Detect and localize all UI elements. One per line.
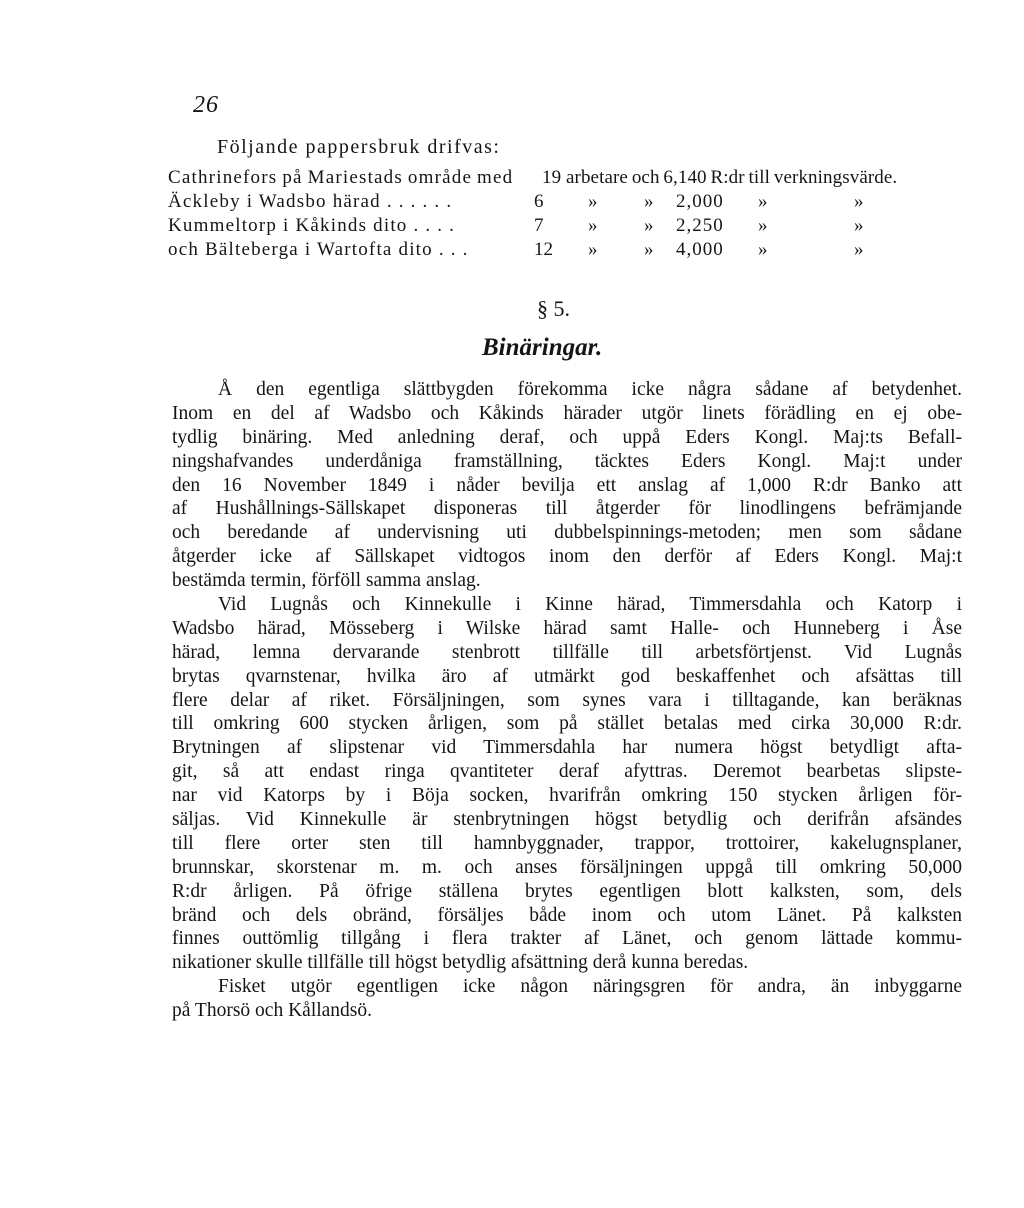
ditto-mark: »: [644, 191, 654, 212]
table-row: [168, 238, 868, 262]
ditto-mark: »: [854, 215, 864, 236]
text-line: åtgerder icke af Sällskapet vidtogos inom den derför af Eders Kongl. Maj:t: [172, 546, 962, 568]
ditto-mark: »: [758, 239, 768, 260]
mill-workers: 7: [534, 215, 544, 236]
text-line: den 16 November 1849 i nåder bevilja ett anslag af 1,000 R:dr Banko att: [172, 474, 962, 496]
text-line: på Thorsö och Kållandsö.: [172, 1000, 373, 1022]
text-line: till omkring 600 stycken årligen, som på stället betalas med cirka 30,000 R:dr.: [172, 713, 962, 735]
intro-heading: Följande pappersbruk drifvas:: [217, 136, 501, 158]
paper-mills-table: [168, 166, 898, 262]
text-line: säljas. Vid Kinnekulle är stenbrytningen högst betydlig och derifrån afsändes: [172, 809, 962, 831]
text-line: Inom en del af Wadsbo och Kåkinds härader utgör linets förädling en ej obe-: [172, 402, 962, 424]
ditto-mark: »: [758, 215, 768, 236]
text-line: git, så att endast ringa qvantiteter deraf afyttras. Deremot bearbetas slipste-: [172, 761, 962, 783]
text-line: Brytningen af slipstenar vid Timmersdahla har numera högst betydligt afta-: [172, 737, 962, 759]
text-line: Å den egentliga slättbygden förekomma icke några sådane af betydenhet.: [218, 379, 962, 400]
section-title: Binäringar.: [482, 334, 603, 361]
text-line: och beredande af undervisning uti dubbelspinnings-metoden; men som sådane: [172, 522, 962, 544]
text-line: tydlig binäring. Med anledning deraf, och uppå Eders Kongl. Maj:ts Befall-: [172, 426, 962, 448]
text-line: härad, lemna dervarande stenbrott tillfälle till arbetsförtjenst. Vid Lugnås: [172, 641, 962, 663]
ditto-mark: »: [854, 239, 864, 260]
section-number: § 5.: [537, 296, 570, 321]
text-line: brunnskar, skorstenar m. m. och anses försäljningen uppgå till omkring 50,000: [172, 856, 962, 878]
mill-value: 2,250: [676, 215, 724, 236]
ditto-mark: »: [588, 215, 598, 236]
text-line: R:dr årligen. På öfrige ställena brytes egentligen blott kalksten, som, dels: [172, 880, 962, 902]
ditto-mark: »: [644, 239, 654, 260]
body-text: [172, 378, 962, 1023]
ditto-mark: »: [758, 191, 768, 212]
text-line: nikationer skulle tillfälle till högst betydlig afsättning derå kunna beredas.: [172, 952, 749, 974]
mill-place: Äckleby i Wadsbo härad . . . . . .: [168, 191, 453, 212]
text-line: bestämda termin, förföll samma anslag.: [172, 570, 481, 592]
mill-value: 4,000: [676, 239, 724, 260]
text-line: ningshafvandes underdåniga framställning, täcktes Eders Kongl. Maj:t under: [172, 450, 962, 472]
mill-place: och Bälteberga i Wartofta dito . . .: [168, 239, 469, 260]
mill-place: Cathrinefors på Mariestads område med: [168, 167, 514, 188]
page-number: 26: [193, 92, 219, 118]
ditto-mark: »: [588, 191, 598, 212]
text-line: finnes outtömlig tillgång i flera trakter af Länet, och genom lättade kommu-: [172, 928, 962, 950]
mill-place: Kummeltorp i Kåkinds dito . . . .: [168, 215, 456, 236]
mill-workers: 19: [542, 167, 562, 188]
table-row: [168, 190, 868, 214]
mill-tail: arbetare och 6,140 R:dr till verkningsvärde.: [566, 167, 898, 188]
text-line: af Hushållnings-Sällskapet disponeras till åtgerder för linodlingens befrämjande: [172, 498, 962, 520]
mill-workers: 6: [534, 191, 544, 212]
text-line: Fisket utgör egentligen icke någon näringsgren för andra, än inbyggarne: [218, 976, 962, 998]
text-line: flere delar af riket. Försäljningen, som synes vara i tilltagande, kan beräknas: [172, 689, 962, 711]
ditto-mark: »: [854, 191, 864, 212]
table-row: [168, 214, 868, 238]
mill-workers: 12: [534, 239, 553, 260]
text-line: brytas qvarnstenar, hvilka äro af utmärkt god beskaffenhet och afsättas till: [172, 665, 962, 687]
text-line: Vid Lugnås och Kinnekulle i Kinne härad, Timmersdahla och Katorp i: [218, 594, 962, 616]
text-line: till flere orter sten till hamnbyggnader, trappor, trottoirer, kakelugnsplaner,: [172, 832, 962, 854]
table-row: [168, 166, 898, 190]
ditto-mark: »: [644, 215, 654, 236]
text-line: bränd och dels obränd, försäljes både inom och utom Länet. På kalksten: [172, 904, 962, 926]
text-line: nar vid Katorps by i Böja socken, hvarifrån omkring 150 stycken årligen för-: [172, 785, 962, 807]
ditto-mark: »: [588, 239, 598, 260]
text-line: Wadsbo härad, Mösseberg i Wilske härad samt Halle- och Hunneberg i Åse: [172, 617, 962, 639]
mill-value: 2,000: [676, 191, 724, 212]
